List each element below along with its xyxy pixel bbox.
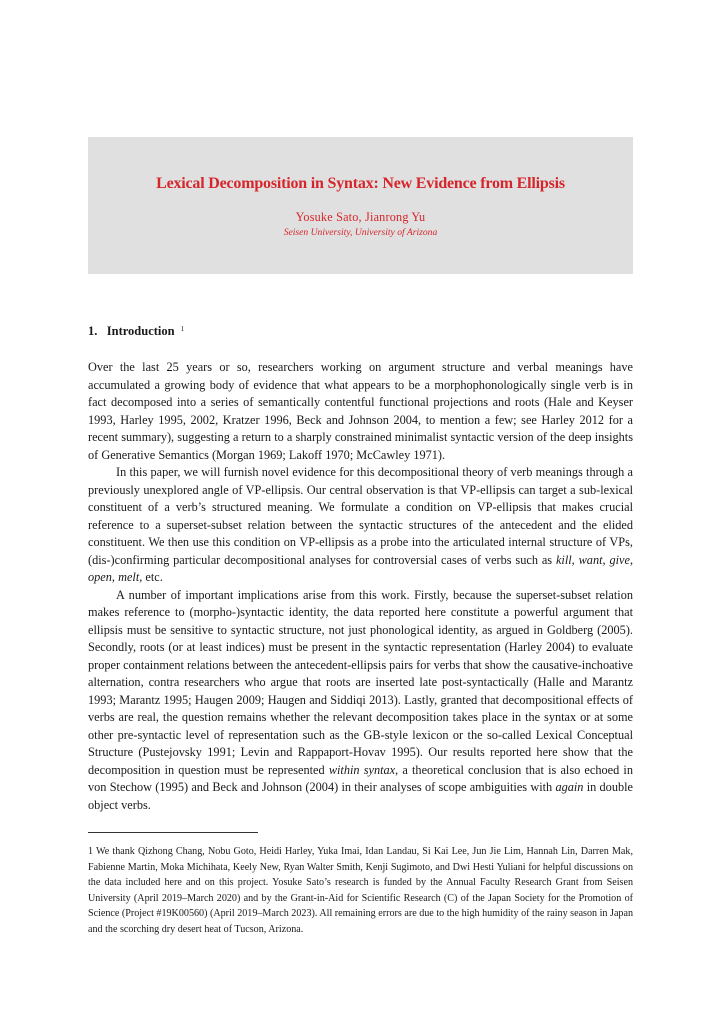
italic-term: again bbox=[555, 780, 584, 794]
italic-term: within syntax bbox=[328, 762, 396, 777]
paper-title: Lexical Decomposition in Syntax: New Evidence from Ellipsis bbox=[156, 175, 565, 192]
footnote bbox=[88, 844, 633, 938]
text-run: , bbox=[629, 552, 634, 567]
footnote-marker[interactable]: 1 bbox=[180, 325, 185, 333]
text-run: In this paper, we will furnish novel evidence for this decompositional theory of verb meanings through a previously unexplored angle of VP-ellipsis. Our central observation is that VP-ellipsis can target a sub-lexical constituent of a verb’s structured meaning. We formulate a condition on VP-ellipsis that makes crucial reference to a superset-subset relation between the syntactic structures of the antecedent and the elided constituent. We then use this condition on VP-ellipsis as a probe into the articulated internal structure of VPs, (dis-)confirming particular decompositional analyses for controversial cases of verbs such as bbox=[88, 465, 633, 567]
body-text bbox=[88, 359, 633, 814]
paragraph bbox=[88, 587, 633, 815]
footnote-rule bbox=[88, 832, 258, 833]
paragraph bbox=[88, 359, 633, 464]
italic-term: melt bbox=[118, 570, 140, 584]
text-run: , a theoretical conclusion that is also echoed in von Stechow (1995) and Beck and Johnson (2004) in their analyses of scope ambiguities with bbox=[88, 762, 633, 794]
text-run: A number of important implications arise from this work. Firstly, because the superset-subset relation makes reference to (morpho-)syntactic identity, the data reported here constitute a powerful argument that ellipsis must be sensitive to syntactic structure, not just phonological identity, as argued in Goldberg (2005). Secondly, roots (or at least indices) must be present in the syntactic representation (Harley 2004) to evaluate proper containment relations between the antecedent-ellipsis pairs for verbs that show the causative-inchoative alternation, contra researchers who argue that roots are inserted late post-syntactically (Halle and Marantz 1993; Marantz 1995; Haugen 2009; Haugen and Siddiqi 2013). Lastly, granted that decompositional effects of verbs are real, the question remains whether the relevant decomposition takes place in the syntax or at some other pre-syntactic level of representation such as the GB-style lexicon or the so-called Lexical Conceptual Structure (Pustejovsky 1991; Levin and Rappaport-Hovav 1995). Our results reported here show that the decomposition in question must be represented bbox=[88, 587, 633, 777]
text-run: Over the last 25 years or so, researchers working on argument structure and verbal meanings have accumulated a growing body of evidence that what appears to be a morphophonologically single verb is in fact decomposed into a series of semantically contentful functional projections and roots (Hale and Keyser 1993, Harley 1995, 2002, Kratzer 1996, Beck and Johnson 2004, to mention a few; see Harley 2012 for a recent summary), suggesting a return to a sharply constrained minimalist syntactic version of the deep insights of Generative Semantics (Morgan 1969; Lakoff 1970; McCawley 1971). bbox=[88, 360, 633, 462]
paragraph bbox=[88, 464, 633, 587]
italic-term: kill, want, give bbox=[555, 552, 630, 567]
footnote-text: 1 We thank Qizhong Chang, Nobu Goto, Heidi Harley, Yuka Imai, Idan Landau, Si Kai Lee, Jun Jie Lim, Hannah Lin, Darren Mak, Fabienne Martin, Moka Michihata, Keely New, Ryan Walter Smith, Kenji Sugimoto, and Dwi Hesti Yuliani for helpful discussions on the data included here and on this project. Yosuke Sato’s research is funded by the Annual Faculty Research Grant from Seisen University (April 2019–March 2020) and by the Grant-in-Aid for Scientific Research (C) of the Japan Society for the Promotion of Science (Project #19K00560) (April 2019–March 2023). All remaining errors are due to the high humidity of the rainy season in Japan and the scorching dry desert heat of Tucson, Arizona. bbox=[88, 846, 633, 935]
text-run: , bbox=[111, 570, 119, 584]
title-box bbox=[88, 137, 633, 274]
section-heading bbox=[88, 324, 184, 339]
affiliation: Seisen University, University of Arizona bbox=[283, 227, 438, 238]
text-run: , etc. bbox=[139, 570, 163, 584]
text-run: in double object verbs. bbox=[88, 780, 633, 812]
authors: Yosuke Sato, Jianrong Yu bbox=[295, 210, 426, 224]
italic-term: open bbox=[88, 570, 112, 584]
section-heading-text: 1. Introduction bbox=[88, 324, 175, 338]
